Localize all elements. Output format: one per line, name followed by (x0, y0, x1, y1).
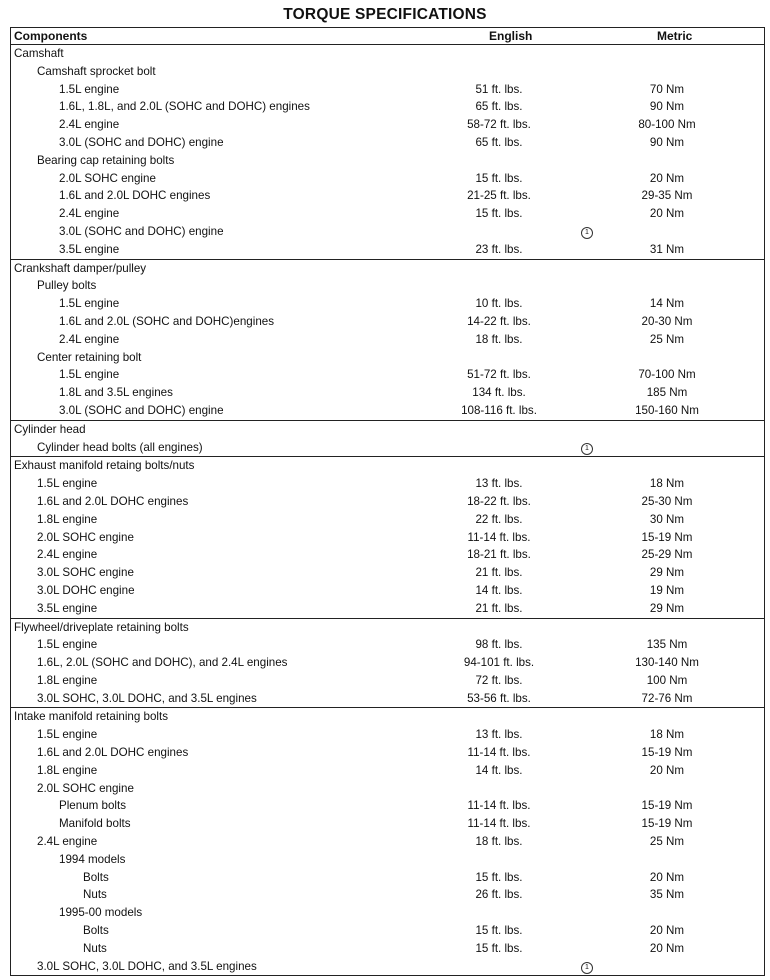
metric-value: 18 Nm (649, 728, 685, 742)
english-value: 13 ft. lbs. (475, 728, 523, 742)
english-value: 18-21 ft. lbs. (467, 548, 531, 562)
table-row (11, 600, 764, 618)
table-row (11, 797, 764, 815)
metric-value: 20 Nm (649, 171, 685, 185)
component-label: 1995-00 models (59, 906, 143, 920)
metric-value: 100 Nm (646, 673, 688, 687)
table-row (11, 475, 764, 493)
english-value: 11-14 ft. lbs. (467, 817, 531, 831)
table-row (11, 546, 764, 564)
component-label: Bolts (83, 924, 109, 938)
table-row (11, 81, 764, 99)
english-value: 14 ft. lbs. (475, 583, 523, 597)
table-row (11, 116, 764, 134)
table-row (11, 331, 764, 349)
table-row (11, 366, 764, 384)
table-row (11, 582, 764, 600)
metric-value: 20 Nm (649, 924, 685, 938)
metric-value: 19 Nm (649, 583, 685, 597)
english-value: 108-116 ft. lbs. (461, 403, 537, 417)
footnote-marker: 1 (581, 227, 593, 239)
metric-value: 20 Nm (649, 941, 685, 955)
metric-value: 30 Nm (649, 512, 685, 526)
footnote-marker: 1 (581, 443, 593, 455)
component-label: 3.0L DOHC engine (37, 583, 135, 597)
header-metric: Metric (657, 29, 693, 43)
english-value: 22 ft. lbs. (475, 512, 523, 526)
metric-value: 20 Nm (649, 207, 685, 221)
component-label: 3.0L SOHC engine (37, 566, 134, 580)
table-row (11, 152, 764, 170)
table-row (11, 313, 764, 331)
table-row (11, 833, 764, 851)
metric-value: 130-140 Nm (635, 656, 699, 670)
component-label: 2.4L engine (59, 332, 120, 346)
component-label: 3.5L engine (37, 601, 98, 615)
table-section (11, 457, 764, 618)
english-value: 72 ft. lbs. (475, 673, 523, 687)
component-label: 1994 models (59, 852, 126, 866)
table-row (11, 349, 764, 367)
table-row (11, 439, 764, 457)
metric-value: 135 Nm (646, 638, 688, 652)
component-label: 1.6L and 2.0L DOHC engines (59, 189, 211, 203)
table-row (11, 958, 764, 976)
english-value: 18 ft. lbs. (475, 835, 523, 849)
table-row (11, 744, 764, 762)
metric-value: 72-76 Nm (641, 691, 693, 705)
english-value: 65 ft. lbs. (475, 100, 523, 114)
metric-value: 31 Nm (649, 242, 685, 256)
metric-value: 29-35 Nm (641, 189, 693, 203)
component-label: Exhaust manifold retaing bolts/nuts (14, 459, 195, 473)
table-section (11, 619, 764, 709)
component-label: 1.6L, 2.0L (SOHC and DOHC), and 2.4L engines (37, 656, 288, 670)
table-header: Components English Metric (11, 27, 764, 45)
component-label: 1.5L engine (59, 82, 120, 96)
table-row (11, 223, 764, 241)
component-label: Crankshaft damper/pulley (14, 261, 147, 275)
table-row (11, 98, 764, 116)
metric-value: 15-19 Nm (641, 799, 693, 813)
metric-value: 15-19 Nm (641, 530, 693, 544)
english-value: 18-22 ft. lbs. (467, 494, 531, 508)
component-label: Bearing cap retaining bolts (37, 153, 175, 167)
page-title: TORQUE SPECIFICATIONS (283, 6, 487, 23)
metric-value: 15-19 Nm (641, 817, 693, 831)
english-value: 11-14 ft. lbs. (467, 799, 531, 813)
table-row (11, 564, 764, 582)
english-value: 18 ft. lbs. (475, 332, 523, 346)
table-section (11, 421, 764, 458)
component-label: 3.0L SOHC, 3.0L DOHC, and 3.5L engines (37, 959, 257, 973)
english-value: 21 ft. lbs. (475, 566, 523, 580)
component-label: Camshaft (14, 47, 64, 60)
table-row (11, 295, 764, 313)
english-value: 15 ft. lbs. (475, 207, 523, 221)
metric-value: 150-160 Nm (635, 403, 699, 417)
component-label: Pulley bolts (37, 279, 97, 293)
table-row (11, 708, 764, 726)
table-row (11, 277, 764, 295)
table-row (11, 690, 764, 708)
metric-value: 35 Nm (649, 888, 685, 902)
table-body (11, 45, 764, 975)
english-value: 23 ft. lbs. (475, 242, 523, 256)
metric-value: 20 Nm (649, 870, 685, 884)
metric-value: 15-19 Nm (641, 746, 693, 760)
english-value: 21-25 ft. lbs. (467, 189, 531, 203)
table-row (11, 134, 764, 152)
english-value: 10 ft. lbs. (475, 297, 523, 311)
component-label: 1.5L engine (59, 297, 120, 311)
english-value: 51-72 ft. lbs. (467, 368, 531, 382)
component-label: 3.0L (SOHC and DOHC) engine (59, 224, 224, 238)
english-value: 134 ft. lbs. (472, 386, 526, 400)
english-value: 65 ft. lbs. (475, 135, 523, 149)
header-components: Components (14, 29, 88, 43)
table-row (11, 187, 764, 205)
table-section (11, 45, 764, 260)
component-label: 1.8L engine (37, 673, 98, 687)
component-label: Cylinder head bolts (all engines) (37, 440, 203, 454)
component-label: 1.8L engine (37, 763, 98, 777)
component-label: 1.5L engine (37, 477, 98, 491)
table-row (11, 205, 764, 223)
english-value: 94-101 ft. lbs. (463, 656, 535, 670)
component-label: Intake manifold retaining bolts (14, 710, 169, 724)
component-label: Plenum bolts (59, 799, 127, 813)
table-row (11, 63, 764, 81)
english-value: 53-56 ft. lbs. (467, 691, 531, 705)
metric-value: 90 Nm (649, 100, 685, 114)
table-row (11, 762, 764, 780)
component-label: 3.0L (SOHC and DOHC) engine (59, 403, 224, 417)
english-value: 15 ft. lbs. (475, 870, 523, 884)
table-row (11, 493, 764, 511)
component-label: 1.8L and 3.5L engines (59, 386, 173, 400)
metric-value: 80-100 Nm (638, 118, 696, 132)
table-section (11, 260, 764, 421)
table-row (11, 421, 764, 439)
metric-value: 90 Nm (649, 135, 685, 149)
component-label: 3.5L engine (59, 242, 120, 256)
component-label: 2.4L engine (37, 548, 98, 562)
metric-value: 18 Nm (649, 477, 685, 491)
table-row (11, 869, 764, 887)
component-label: 3.0L SOHC, 3.0L DOHC, and 3.5L engines (37, 691, 257, 705)
metric-value: 25 Nm (649, 332, 685, 346)
component-label: Nuts (83, 941, 107, 955)
component-label: 3.0L (SOHC and DOHC) engine (59, 135, 224, 149)
table-section (11, 708, 764, 975)
table-row (11, 940, 764, 958)
metric-value: 14 Nm (649, 297, 685, 311)
metric-value: 25-30 Nm (641, 494, 693, 508)
component-label: 1.6L and 2.0L (SOHC and DOHC)engines (59, 314, 275, 328)
metric-value: 29 Nm (649, 566, 685, 580)
component-label: 1.6L and 2.0L DOHC engines (37, 746, 189, 760)
table-row (11, 529, 764, 547)
component-label: Center retaining bolt (37, 350, 142, 364)
metric-value: 29 Nm (649, 601, 685, 615)
table-row (11, 636, 764, 654)
english-value: 98 ft. lbs. (475, 638, 523, 652)
table-row (11, 815, 764, 833)
table-row (11, 511, 764, 529)
component-label: 2.4L engine (59, 118, 120, 132)
component-label: 1.5L engine (59, 368, 120, 382)
component-label: 2.0L SOHC engine (59, 171, 156, 185)
component-label: Manifold bolts (59, 817, 131, 831)
english-value: 11-14 ft. lbs. (467, 746, 531, 760)
component-label: Bolts (83, 870, 109, 884)
table-row (11, 922, 764, 940)
table-row (11, 904, 764, 922)
english-value: 14-22 ft. lbs. (467, 314, 531, 328)
component-label: 2.4L engine (59, 207, 120, 221)
english-value: 15 ft. lbs. (475, 924, 523, 938)
table-row (11, 619, 764, 637)
english-value: 26 ft. lbs. (475, 888, 523, 902)
table-row (11, 726, 764, 744)
table-row (11, 45, 764, 63)
table-row (11, 402, 764, 420)
table-row (11, 886, 764, 904)
english-value: 58-72 ft. lbs. (467, 118, 531, 132)
component-label: 2.4L engine (37, 835, 98, 849)
english-value: 21 ft. lbs. (475, 601, 523, 615)
table-row (11, 780, 764, 798)
component-label: 1.8L engine (37, 512, 98, 526)
english-value: 14 ft. lbs. (475, 763, 523, 777)
english-value: 13 ft. lbs. (475, 477, 523, 491)
metric-value: 185 Nm (646, 386, 688, 400)
metric-value: 20 Nm (649, 763, 685, 777)
component-label: 1.5L engine (37, 728, 98, 742)
table-row (11, 260, 764, 278)
metric-value: 70-100 Nm (638, 368, 696, 382)
component-label: Cylinder head (14, 422, 86, 436)
footnote-marker: 1 (581, 962, 593, 974)
component-label: Flywheel/driveplate retaining bolts (14, 620, 189, 634)
english-value: 15 ft. lbs. (475, 941, 523, 955)
component-label: 2.0L SOHC engine (37, 781, 134, 795)
table-row (11, 851, 764, 869)
metric-value: 25 Nm (649, 835, 685, 849)
metric-value: 70 Nm (649, 82, 685, 96)
torque-table (10, 27, 765, 976)
metric-value: 20-30 Nm (641, 314, 693, 328)
component-label: 2.0L SOHC engine (37, 530, 134, 544)
table-row (11, 384, 764, 402)
metric-value: 25-29 Nm (641, 548, 693, 562)
component-label: Nuts (83, 888, 107, 902)
english-value: 51 ft. lbs. (475, 82, 523, 96)
table-row (11, 170, 764, 188)
component-label: 1.6L and 2.0L DOHC engines (37, 494, 189, 508)
table-row (11, 672, 764, 690)
table-row (11, 654, 764, 672)
component-label: 1.6L, 1.8L, and 2.0L (SOHC and DOHC) engines (59, 100, 310, 114)
table-row (11, 241, 764, 259)
english-value: 11-14 ft. lbs. (467, 530, 531, 544)
table-row (11, 457, 764, 475)
component-label: Camshaft sprocket bolt (37, 64, 156, 78)
component-label: 1.5L engine (37, 638, 98, 652)
english-value: 15 ft. lbs. (475, 171, 523, 185)
